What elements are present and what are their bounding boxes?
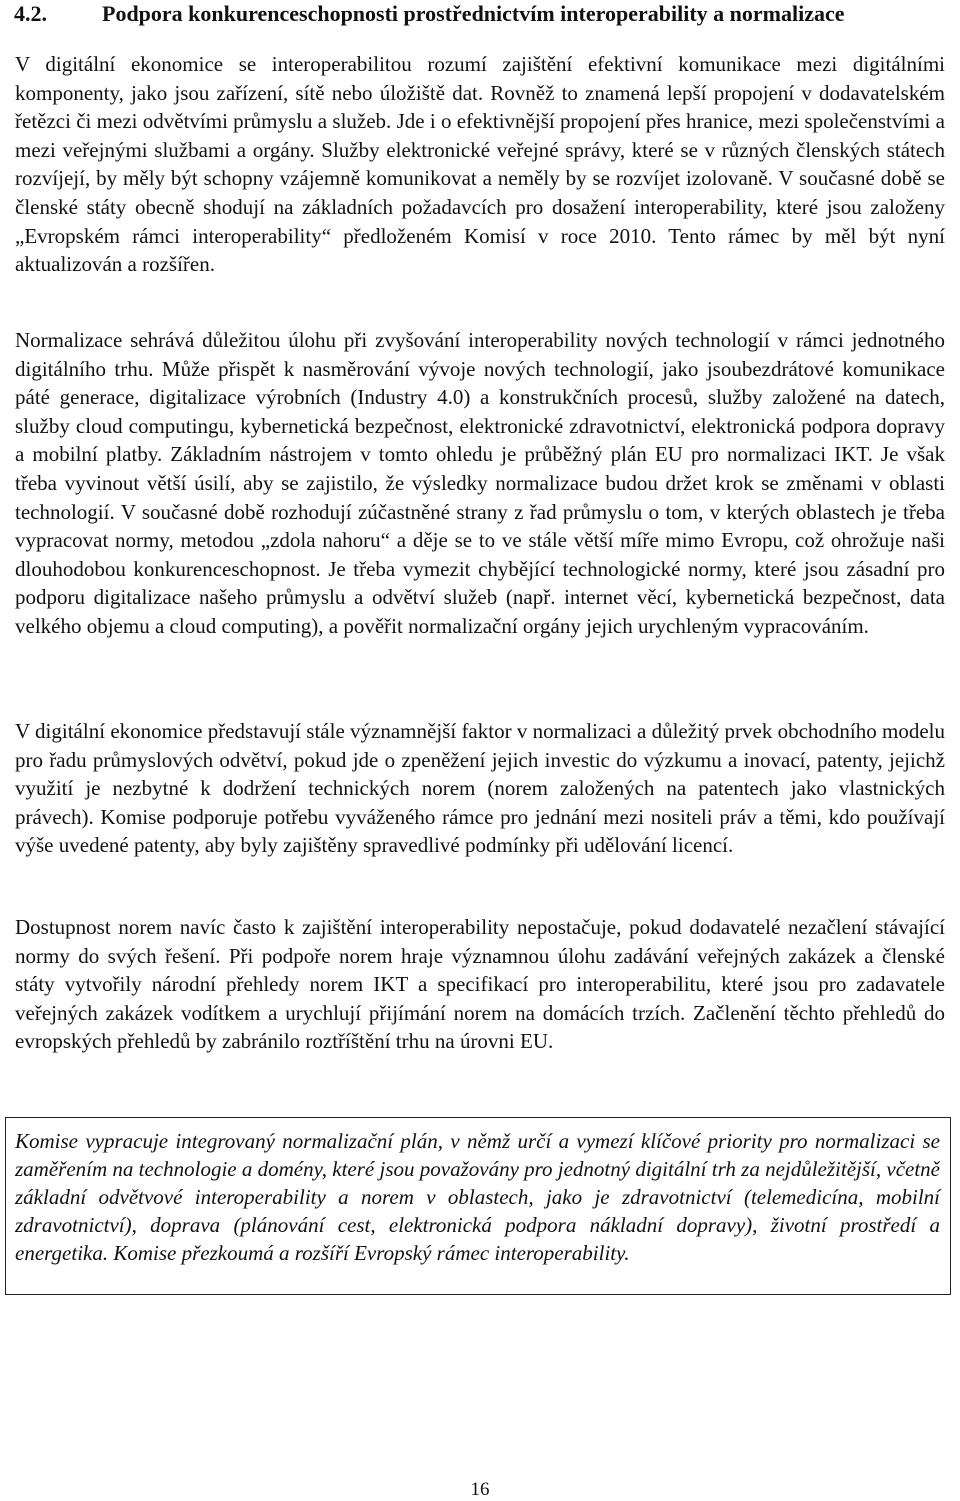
paragraph-standardization: Normalizace sehrává důležitou úlohu při zvyšování interoperability nových technologií v rámci jednotného digitálního trhu. Může přispět k nasměrování vývoje nových technologií, jako jsoubezdrátové komunikace páté generace, digitalizace výrobních (Industry 4.0) a konstrukčních procesů, služby založené na datech, služby cloud computingu, kybernetická bezpečnost, elektronické zdravotnictví, elektronická podpora dopravy a mobilní platby. Základním nástrojem v tomto ohledu je průběžný plán EU pro normalizaci IKT. Je však třeba vyvinout větší úsilí, aby se zajistilo, že výsledky normalizace budou držet krok se změnami v oblasti technologií. V současné době rozhodují zúčastněné strany z řad průmyslu o tom, v kterých oblastech je třeba vypracovat normy, metodou „zdola nahoru“ a děje se to ve stále větší míře mimo Evropu, což ohrožuje naši dlouhodobou konkurenceschopnost. Je třeba vymezit chybějící technologické normy, které jsou zásadní pro podporu digitalizace našeho průmyslu a odvětví služeb (např. internet věcí, kybernetická bezpečnost, data velkého objemu a cloud computing), a pověřit normalizační orgány jejich urychleným vypracováním. [15, 328, 945, 638]
paragraph-public-procurement: Dostupnost norem navíc často k zajištění interoperability nepostačuje, pokud dodavatelé nezačlení stávající normy do svých řešení. Při podpoře norem hraje významnou úlohu zadávání veřejných zakázek a členské státy vytvořily národní přehledy norem IKT a specifikací pro interoperabilitu, které jsou pro zadavatele veřejných zakázek vodítkem a urychlují přijímání norem na domácích trzích. Začlenění těchto přehledů do evropských přehledů by zabránilo roztříštění trhu na úrovni EU. [15, 915, 945, 1054]
section-title: Podpora konkurenceschopnosti prostřednictvím interoperability a normalizace [102, 1, 845, 26]
paragraph-interoperability: V digitální ekonomice se interoperabilitou rozumí zajištění efektivní komunikace mezi digitálními komponenty, jako jsou zařízení, sítě nebo úložiště dat. Rovněž to znamená lepší propojení v dodavatelském řetězci či mezi odvětvími průmyslu a služeb. Jde i o efektivnější propojení přes hranice, mezi společenstvími a mezi veřejnými službami a orgány. Služby elektronické veřejné správy, které se v různých členských státech rozvíjejí, by měly být schopny vzájemně komunikovat a neměly by se rozvíjet izolovaně. V současné době se členské státy obecně shodují na základních požadavcích pro dosažení interoperability, které jsou založeny „Evropském rámci interoperability“ předloženém Komisí v roce 2010. Tento rámec by měl být nyní aktualizován a rozšířen. [15, 52, 945, 277]
section-number: 4.2. [14, 1, 47, 26]
paragraph-patents: V digitální ekonomice představují stále významnější faktor v normalizaci a důležitý prvek obchodního modelu pro řadu průmyslových odvětví, pokud jde o zpeněžení jejich investic do výzkumu a inovací, patenty, jejichž využití je nezbytné k dodržení technických norem (norem založených na patentech jako vlastnických právech). Komise podporuje potřebu vyváženého rámce pro jednání mezi nositeli práv a těmi, kdo používají výše uvedené patenty, aby byly zajištěny spravedlivé podmínky při udělování licencí. [15, 719, 945, 858]
section-heading [14, 0, 949, 27]
commission-action-box [5, 1117, 951, 1295]
commission-action-text: Komise vypracuje integrovaný normalizační plán, v němž určí a vymezí klíčové priority pro normalizaci se zaměřením na technologie a domény, které jsou považovány pro jednotný digitální trh za nejdůležitější, včetně základní odvětvové interoperability a norem v oblastech, jako je zdravotnictví (telemedicína, mobilní zdravotnictví), doprava (plánování cest, elektronická podpora nákladní dopravy), životní prostředí a energetika. Komise přezkoumá a rozšíří Evropský rámec interoperability. [15, 1129, 940, 1265]
page-number: 16 [470, 1479, 490, 1500]
